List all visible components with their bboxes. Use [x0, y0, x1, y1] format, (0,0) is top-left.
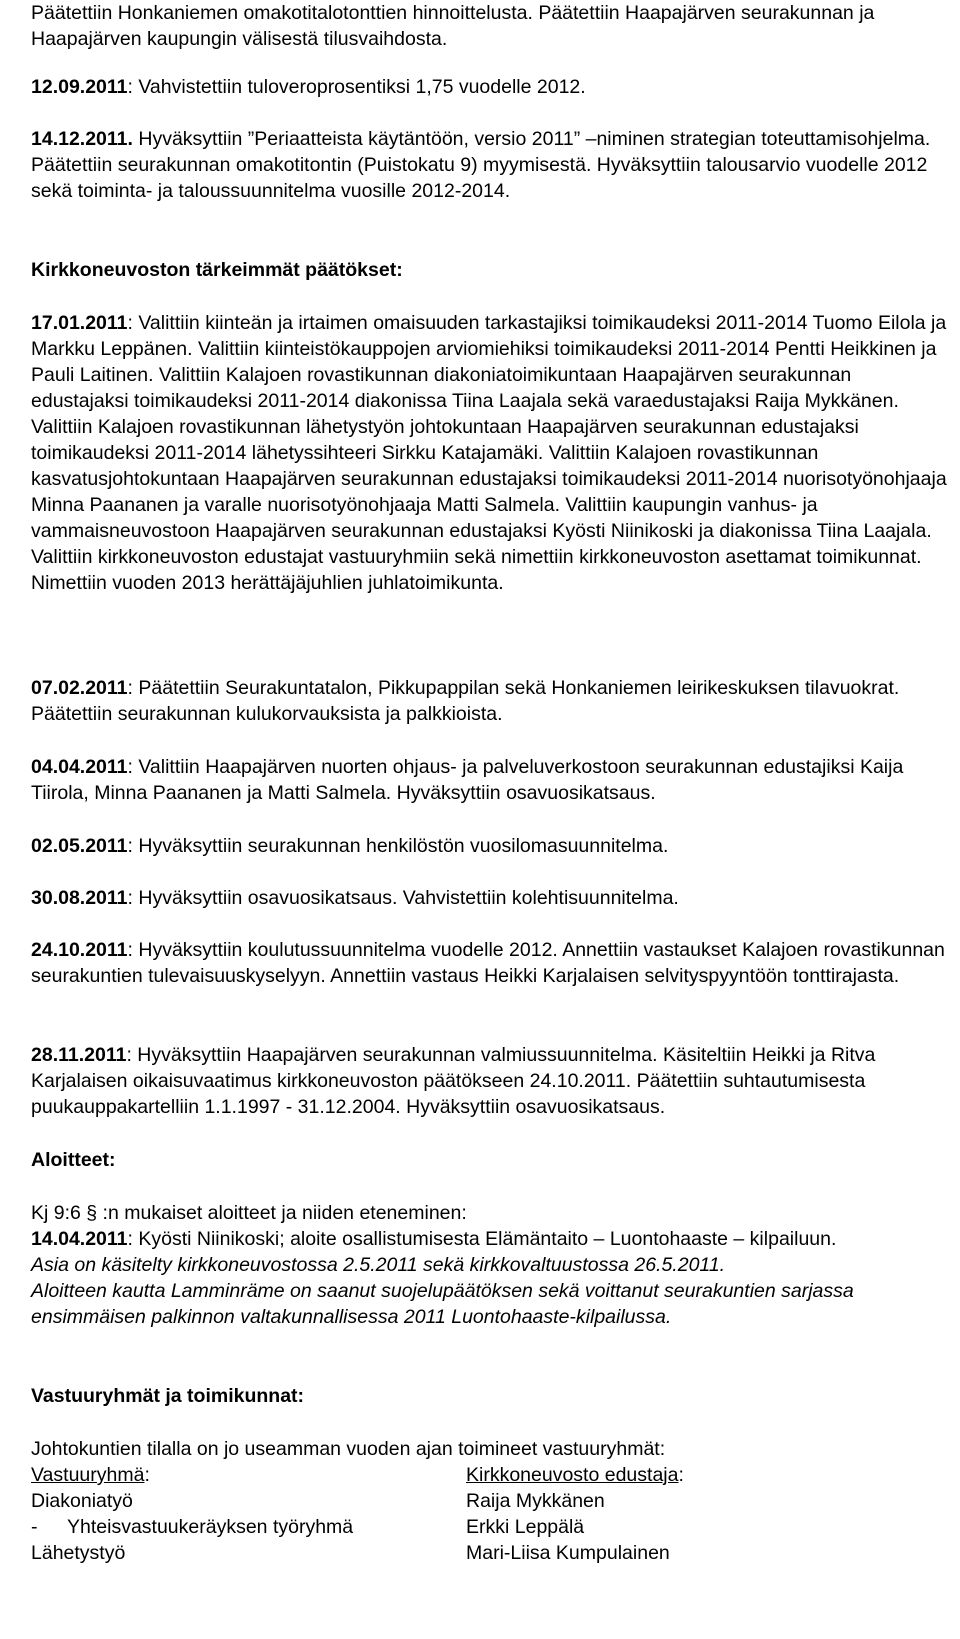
- decision-item: [31, 833, 951, 859]
- group-name: Diakoniatyö: [31, 1490, 133, 1512]
- date-label: 07.02.2011: [31, 677, 128, 699]
- date-label: 28.11.2011: [31, 1044, 127, 1066]
- decision-text: : Päätettiin Seurakuntatalon, Pikkupappilan sekä Honkaniemen leirikeskuksen tilavuokrat. Päätettiin seurakunnan kulukorvauksista ja palkkioista.: [31, 677, 900, 725]
- kirkkoneuvosto-heading-block: [31, 257, 951, 283]
- section-heading: Kirkkoneuvoston tärkeimmät päätökset:: [31, 259, 403, 281]
- paragraph-tulovero: [31, 74, 951, 100]
- group-name: Lähetystyö: [31, 1542, 126, 1564]
- aloitteet-body: [31, 1200, 951, 1330]
- rep-name: Erkki Leppälä: [466, 1516, 585, 1538]
- decision-text: : Hyväksyttiin Haapajärven seurakunnan valmiussuunnitelma. Käsiteltiin Heikki ja Ritva Karjalaisen oikaisuvaatimus kirkkoneuvoston päätökseen 24.10.2011. Päätettiin suhtautumisesta puukauppakartelliin 1.1.1997 - 31.12.2004. Hyväksyttiin osavuosikatsaus.: [31, 1044, 876, 1118]
- decision-text: : Valittiin Haapajärven nuorten ohjaus- ja palveluverkostoon seurakunnan edustajiksi Kaija Tiirola, Minna Paananen ja Matti Salmela. Hyväksyttiin osavuosikatsaus.: [31, 756, 904, 804]
- table-row: [31, 1514, 951, 1540]
- decision-item: [31, 1042, 951, 1120]
- date-label: 14.12.2011.: [31, 128, 133, 150]
- decision-item: [31, 937, 951, 989]
- column-header-group: Vastuuryhmä: [31, 1464, 145, 1486]
- decision-text: : Valittiin kiinteän ja irtaimen omaisuuden tarkastajiksi toimikaudeksi 2011-2014 Tuomo Eilola ja Markku Leppänen. Valittiin kiinteistökauppojen arviomiehiksi toimikaudeksi 2011-2014 Pentti Heikkinen ja Pauli Laitinen. Valittiin Kalajoen rovastikunnan diakoniatoimikuntaan Haapajärven seurakunnan edustajaksi toimikaudeksi 2011-2014 diakonissa Tiina Laajala sekä varaedustajaksi Raija Mykkänen. Valittiin Kalajoen rovastikunnan lähetystyön johtokuntaan Haapajärven seurakunnan edustajaksi toimikaudeksi 2011-2014 lähetyssihteeri Sirkku Katajamäki. Valittiin Kalajoen rovastikunnan kasvatusjohtokuntaan Haapajärven seurakunnan edustajaksi toimikaudeksi 2011-2014 nuorisotyönohjaaja Minna Paananen ja varalle nuorisotyönohjaaja Matti Salmela. Valittiin kaupungin vanhus- ja vammaisneuvostoon Haapajärven seurakunnan edustajaksi Kyösti Niinikoski ja diakonissa Tiina Laajala. Valittiin kirkkoneuvoston edustajat vastuuryhmiin sekä nimettiin kirkkoneuvoston asettamat toimikunnat. Nimettiin vuoden 2013 herättäjäjuhlien juhlatoimikunta.: [31, 312, 947, 594]
- rep-name: Raija Mykkänen: [466, 1490, 605, 1512]
- date-label: 30.08.2011: [31, 887, 128, 909]
- date-label: 02.05.2011: [31, 835, 128, 857]
- date-label: 24.10.2011: [31, 939, 128, 961]
- decision-text: : Hyväksyttiin koulutussuunnitelma vuodelle 2012. Annettiin vastaukset Kalajoen rovastikunnan seurakuntien tulevaisuuskyselyyn. Annettiin vastaus Heikki Karjalaisen selvityspyyntöön tonttirajasta.: [31, 939, 945, 987]
- decision-item: [31, 754, 951, 806]
- paragraph-text: Hyväksyttiin ”Periaatteista käytäntöön, versio 2011” –niminen strategian toteuttamisohjelma. Päätettiin seurakunnan omakotitontin (Puistokatu 9) myymisestä. Hyväksyttiin talousarvio vuodelle 2012 sekä toiminta- ja taloussuunnitelma vuosille 2012-2014.: [31, 128, 931, 202]
- aloitteet-intro: Kj 9:6 § :n mukaiset aloitteet ja niiden eteneminen:: [31, 1202, 467, 1224]
- table-row: [31, 1488, 951, 1514]
- date-label: 14.04.2011: [31, 1228, 128, 1250]
- decision-item: [31, 885, 951, 911]
- section-heading: Vastuuryhmät ja toimikunnat:: [31, 1385, 305, 1407]
- table-row: [31, 1540, 951, 1566]
- rep-name: Mari-Liisa Kumpulainen: [466, 1542, 670, 1564]
- top-section: [31, 0, 951, 52]
- paragraph-text: : Vahvistettiin tuloveroprosentiksi 1,75 vuodelle 2012.: [127, 76, 586, 98]
- vastuuryhmat-body: [31, 1436, 951, 1566]
- decision-item: [31, 310, 951, 596]
- decision-text: : Hyväksyttiin osavuosikatsaus. Vahvistettiin kolehtisuunnitelma.: [127, 887, 679, 909]
- list-dash: -: [31, 1516, 38, 1538]
- table-header-row: Vastuuryhmä: Kirkkoneuvosto edustaja:: [31, 1464, 684, 1486]
- decision-item: [31, 675, 951, 727]
- section-heading: Aloitteet:: [31, 1149, 116, 1171]
- decision-text: : Hyväksyttiin seurakunnan henkilöstön vuosilomasuunnitelma.: [127, 835, 669, 857]
- aloite-status: Asia on käsitelty kirkkoneuvostossa 2.5.2011 sekä kirkkovaltuustossa 26.5.2011.: [31, 1254, 726, 1276]
- vastuuryhmat-intro: Johtokuntien tilalla on jo useamman vuoden ajan toimineet vastuuryhmät:: [31, 1438, 666, 1460]
- paragraph-honkaniemi: Päätettiin Honkaniemen omakotitalotonttien hinnoittelusta. Päätettiin Haapajärven seurakunnan ja Haapajärven kaupungin välisestä tilusvaihdosta.: [31, 2, 875, 50]
- paragraph-strategia: [31, 126, 951, 204]
- aloite-text: : Kyösti Niinikoski; aloite osallistumisesta Elämäntaito – Luontohaaste – kilpailuun.: [127, 1228, 837, 1250]
- group-name: Yhteisvastuukeräyksen työryhmä: [67, 1516, 354, 1538]
- date-label: 04.04.2011: [31, 756, 128, 778]
- aloite-result: Aloitteen kautta Lamminräme on saanut suojelupäätöksen sekä voittanut seurakuntien sarjassa ensimmäisen palkinnon valtakunnallisessa 2011 Luontohaaste-kilpailussa.: [31, 1280, 854, 1328]
- aloitteet-heading-block: [31, 1147, 951, 1173]
- column-header-rep: Kirkkoneuvosto edustaja: [466, 1464, 679, 1486]
- date-label: 17.01.2011: [31, 312, 128, 334]
- date-label: 12.09.2011: [31, 76, 128, 98]
- vastuuryhmat-heading-block: [31, 1383, 951, 1409]
